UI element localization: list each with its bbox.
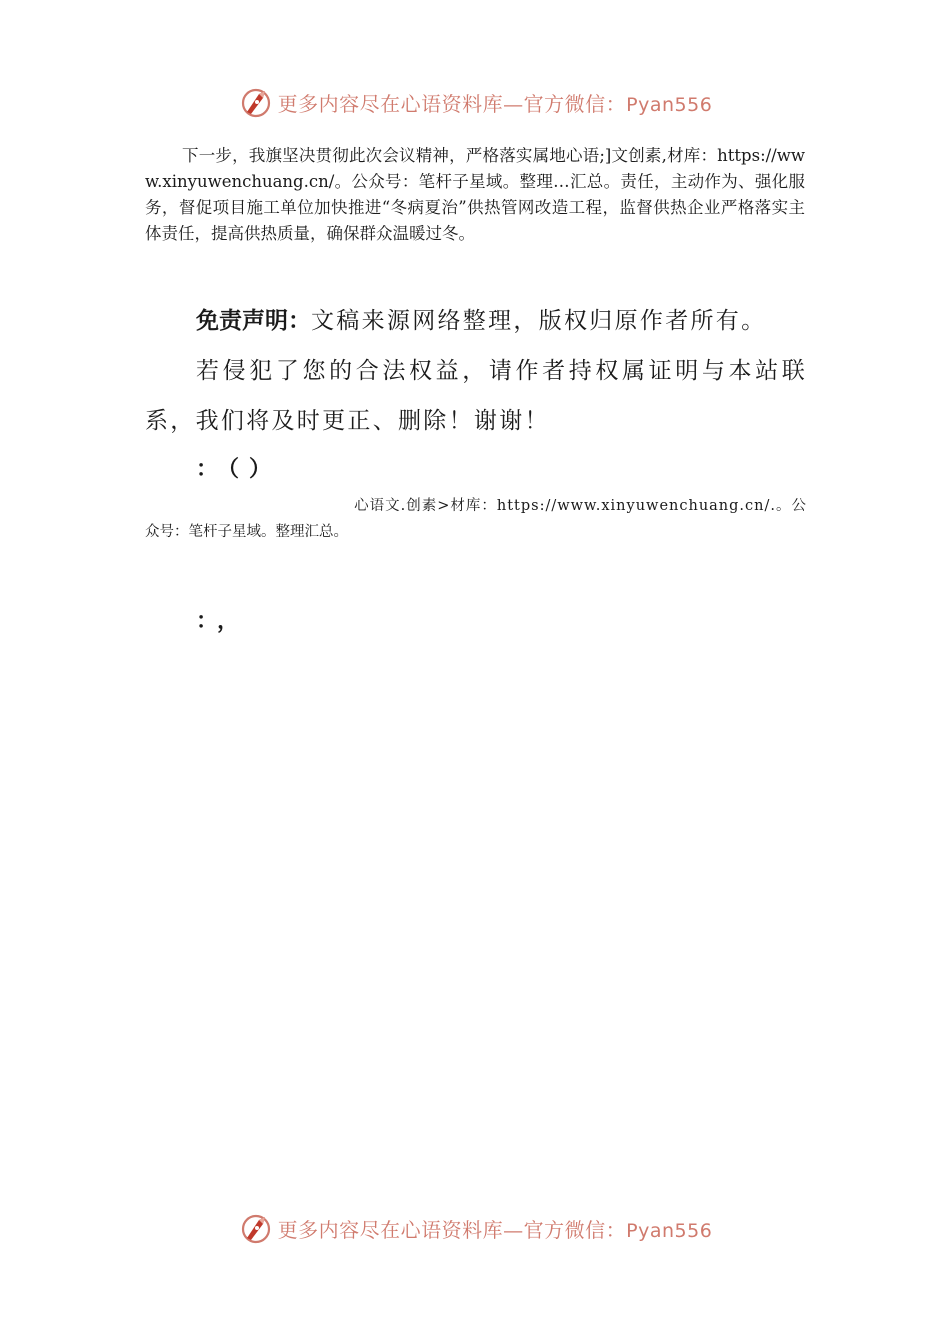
disclaimer-label: 免责声明： <box>196 308 311 334</box>
colon-line: ：， <box>196 609 250 634</box>
source-note <box>145 493 807 545</box>
source-line-1: 心语文.创素>材库：https://www.xinyuwenchuang.cn/.。公 <box>354 498 807 514</box>
disclaimer-line-2: 若侵犯了您的合法权益，请作者持权属证明与本站联系，我们将及时更正、删除！谢谢！ <box>145 358 807 434</box>
footer-wechat-id: Pyan556 <box>626 1219 713 1242</box>
header-wechat-id: Pyan556 <box>626 93 713 116</box>
source-line-2: 众号：笔杆子星域。整理汇总。 <box>145 524 348 540</box>
header-brand <box>238 84 713 120</box>
footer-brand <box>238 1210 713 1246</box>
footer-text: 更多内容尽在心语资料库—官方微信：Pyan556 <box>277 1217 713 1242</box>
body-paragraph: 下一步，我旗坚决贯彻此次会议精神，严格落实属地心语;]文创素,材库：https://www.xinyuwenchuang.cn/。公众号：笔杆子星域。整理…汇总。责任，主动作为、强化服务，督促项目施工单位加快推进“冬病夏治”供热管网改造工程，监督供热企业严格落实主体责任，提高供热质量，确保群众温暖过冬。 <box>145 146 805 243</box>
page-footer <box>0 1210 950 1246</box>
pen-nib-logo-icon <box>238 1210 274 1246</box>
header-text: 更多内容尽在心语资料库—官方微信：Pyan556 <box>277 91 713 116</box>
page-header <box>0 84 950 120</box>
disclaimer-block <box>145 296 807 446</box>
paren-line: ：（） <box>196 457 282 482</box>
disclaimer-line-1: 免责声明：文稿来源网络整理，版权归原作者所有。 <box>196 308 767 334</box>
pen-nib-logo-icon <box>238 84 274 120</box>
